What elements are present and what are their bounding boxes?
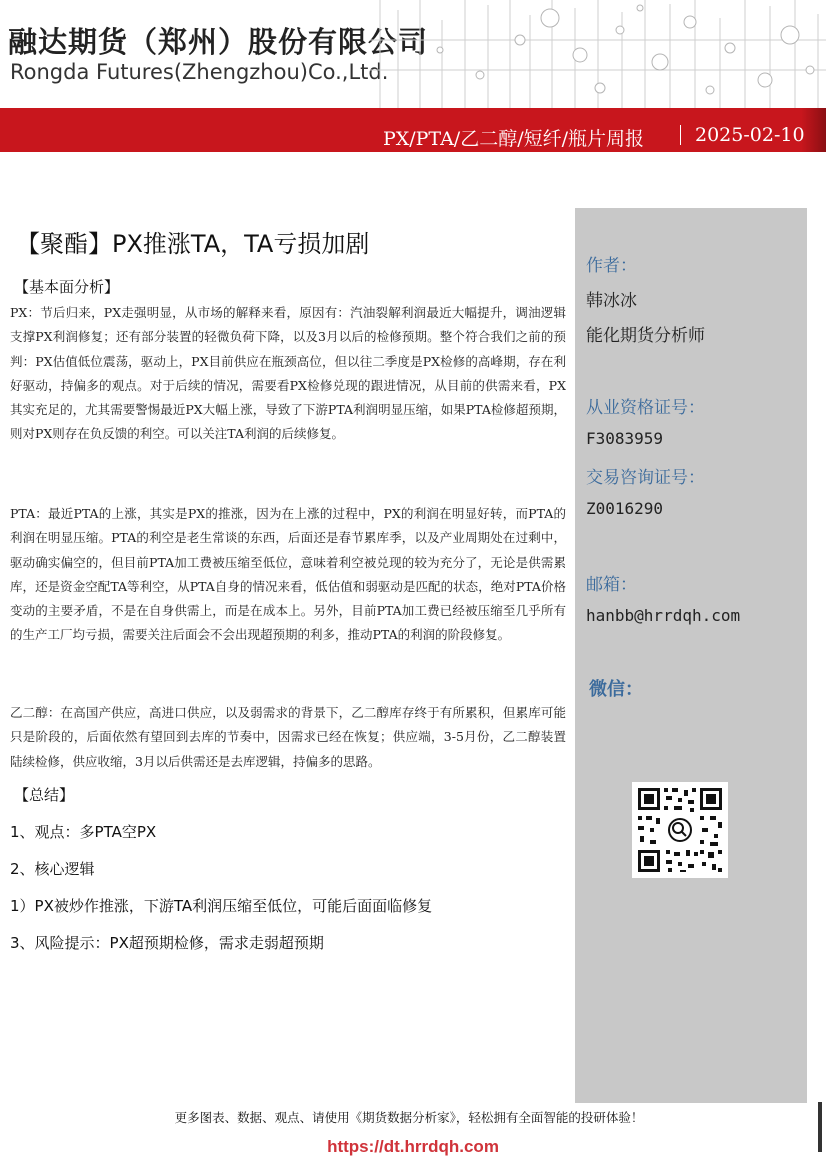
author-title: 能化期货分析师 xyxy=(586,326,705,346)
title-bar-divider xyxy=(680,125,681,145)
paragraph-pta: PTA：最近PTA的上涨，其实是PX的推涨，因为在上涨的过程中，PX的利润在明显好转，而PTA的利润在明显压缩。PTA的利空是老生常谈的东西，后面还是春节累库季，以及产业周期处在过剩中，驱动确实偏空的，但目前PTA加工费被压缩至低位，意味着利空被兑现的较为充分了，无论是供需累库，还是资金空配TA等利空，从PTA自身的情况来看，低估值和弱驱动是匹配的状态，绝对PTA价格变动的主要矛盾，不是在自身供需上，而是在成本上。另外，目前PTA加工费已经被压缩至几乎所有的生产工厂均亏损，需要关注后面会不会出现超预期的利多，推动PTA的利润的阶段修复。 xyxy=(10,506,566,643)
consult-number: Z0016290 xyxy=(586,499,664,518)
header-decoration xyxy=(370,0,826,108)
author-name: 韩冰冰 xyxy=(586,291,637,311)
footer-url-link[interactable]: https://dt.hrrdqh.com xyxy=(327,1137,499,1156)
summary-item-view: 1、观点：多PTA空PX xyxy=(10,823,157,841)
license-label: 从业资格证号： xyxy=(586,398,705,418)
summary-item-logic: 2、核心逻辑 xyxy=(10,860,95,878)
wechat-label: 微信： xyxy=(589,679,643,700)
report-type: PX/PTA/乙二醇/短纤/瓶片周报 xyxy=(382,128,644,150)
license-number: F3083959 xyxy=(586,429,664,448)
qr-code-icon xyxy=(632,782,728,878)
article-title: 【聚酯】PX推涨TA，TA亏损加剧 xyxy=(16,230,370,258)
paragraph-meg: 乙二醇：在高国产供应，高进口供应，以及弱需求的背景下，乙二醇库存终于有所累积，但累库可能只是阶段的，后面依然有望回到去库的节奏中，因需求已经在恢复；供应端，3-5月份，乙二醇装置陆续检修，供应收缩，3月以后供需还是去库逻辑，持偏多的思路。 xyxy=(10,705,566,769)
email-address[interactable]: hanbb@hrrdqh.com xyxy=(586,606,741,625)
section-heading-fundamental: 【基本面分析】 xyxy=(14,278,120,296)
author-label: 作者： xyxy=(586,256,637,276)
email-label: 邮箱： xyxy=(586,575,637,595)
footer-promo-text: 更多图表、数据、观点、请使用《期货数据分析家》，轻松拥有全面智能的投研体验！ xyxy=(174,1110,644,1125)
paragraph-px: PX：节后归来，PX走强明显，从市场的解释来看，原因有：汽油裂解利润最近大幅提升，调油逻辑支撑PX利润修复；还有部分装置的轻微负荷下降，以及3月以后的检修预期。整个符合我们之前的预判：PX估值低位震荡，驱动上，PX目前供应在瓶颈高位，但以往二季度是PX检修的高峰期，存在利好驱动，持偏多的观点。对于后续的情况，需要看PX检修兑现的跟进情况，从目前的供需来看，PX其实充足的，尤其需要警惕最近PX大幅上涨，导致了下游PTA利润明显压缩，如果PTA检修超预期，则对PX则存在负反馈的利空。可以关注TA利润的后续修复。 xyxy=(10,305,566,442)
consult-label: 交易咨询证号： xyxy=(586,468,705,488)
report-date: 2025-02-10 xyxy=(695,124,805,146)
report-header xyxy=(0,0,826,152)
section-heading-summary: 【总结】 xyxy=(14,786,75,804)
summary-item-risk: 3、风险提示：PX超预期检修，需求走弱超预期 xyxy=(10,934,324,952)
company-name-cn: 融达期货（郑州）股份有限公司 xyxy=(8,25,429,59)
company-name-en: Rongda Futures(Zhengzhou)Co.,Ltd. xyxy=(10,60,389,84)
summary-item-logic-detail: 1）PX被炒作推涨，下游TA利润压缩至低位，可能后面面临修复 xyxy=(10,897,433,915)
scrollbar-thumb[interactable] xyxy=(818,1102,822,1152)
